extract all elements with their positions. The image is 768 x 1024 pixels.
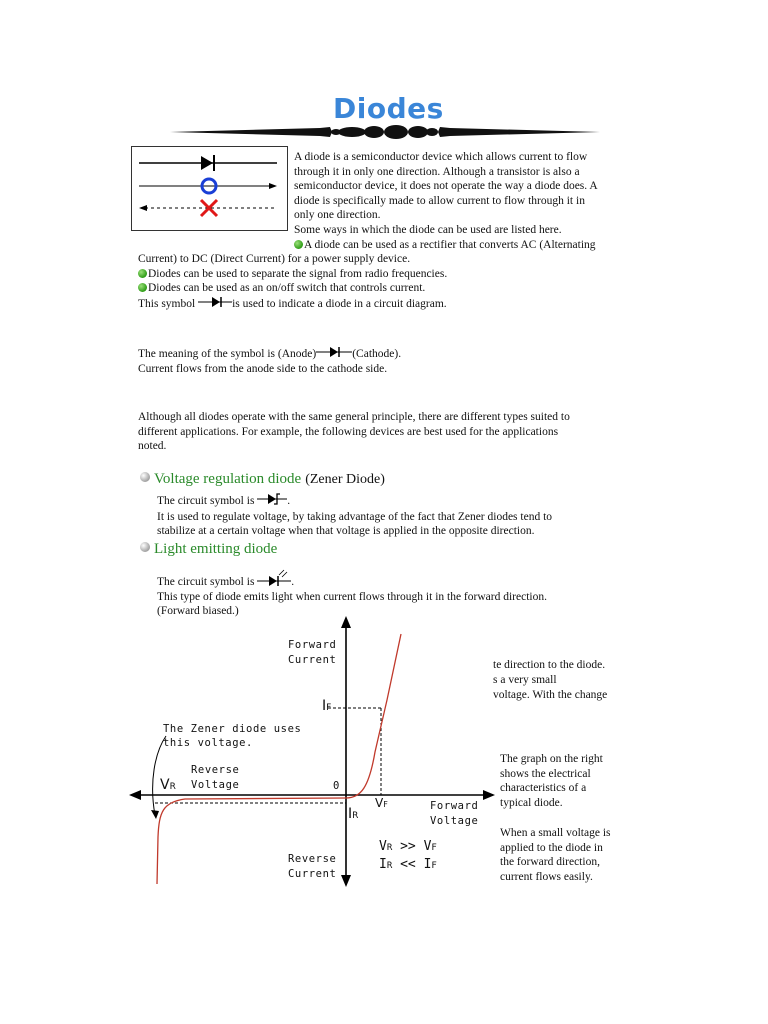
page-title: Diodes: [333, 92, 444, 125]
types-intro-line: different applications. For example, the following devices are best used for the applications: [138, 425, 559, 438]
green-bullet-icon: [294, 240, 303, 249]
small-voltage-line: When a small voltage is: [500, 827, 611, 839]
forward-voltage-label: [430, 800, 478, 827]
zener-symbol-period: .: [287, 495, 291, 507]
intro-paragraph: [294, 150, 598, 252]
forward-current-label: [288, 639, 336, 666]
graph-description: [500, 752, 603, 810]
zener-heading-paren: (Zener Diode): [305, 472, 385, 487]
if-subscript: F: [326, 703, 332, 713]
small-voltage-line: the forward direction,: [500, 856, 600, 869]
symbol-sentence-end: is used to indicate a diode in a circuit diagram.: [232, 297, 447, 310]
symbol-meaning: [138, 346, 401, 376]
zener-heading: [140, 470, 385, 488]
rel-operator: >>: [392, 839, 424, 854]
intro-line: Some ways in which the diode can be used are listed here.: [294, 223, 562, 236]
vr-letter: V: [160, 777, 170, 793]
reverse-voltage-line: Voltage: [191, 779, 240, 791]
reverse-voltage-line: Reverse: [191, 764, 240, 776]
symbol-sentence-start: This symbol: [138, 297, 196, 310]
zener-note-line: this voltage.: [163, 737, 253, 749]
ir-letter: I: [348, 806, 353, 822]
reverse-current-line: Current: [288, 868, 337, 880]
rel-symbol: I: [423, 857, 432, 872]
intro-line: through it in only one direction. Although a transistor is also a: [294, 165, 580, 178]
forward-voltage-line: Voltage: [430, 815, 479, 827]
graph-desc-line: characteristics of a: [500, 782, 587, 795]
diode-symbol-icon: [316, 346, 352, 358]
rel-operator: <<: [392, 857, 424, 872]
zener-heading-text: Voltage regulation diode: [154, 471, 302, 487]
small-voltage-line: applied to the diode in: [500, 841, 603, 854]
ir-label: [348, 806, 358, 822]
rel-sub: F: [431, 843, 437, 853]
if-label: [322, 698, 331, 714]
title-ornament: [170, 122, 600, 142]
rel-symbol: V: [379, 839, 387, 854]
bullet-icon: [140, 472, 150, 482]
types-intro-line: noted.: [138, 440, 167, 453]
forward-voltage-line: Forward: [430, 800, 479, 812]
forward-current-line: Current: [288, 654, 337, 666]
origin-label: 0: [333, 780, 340, 792]
clipped-line: voltage. With the change: [493, 689, 608, 702]
reverse-current-line: Reverse: [288, 853, 337, 865]
meaning-anode: The meaning of the symbol is (Anode): [138, 348, 317, 360]
x-axis-left-arrow: [129, 790, 141, 800]
diode-symbol-icon: [198, 296, 232, 308]
zener-desc: It is used to regulate voltage, by taking advantage of the fact that Zener diodes tend to: [157, 510, 553, 523]
relation-ir-if: [379, 857, 437, 872]
if-letter: I: [322, 698, 327, 714]
graph-desc-line: typical diode.: [500, 796, 563, 809]
intro-line: only one direction.: [294, 209, 381, 222]
zener-desc: stabilize at a certain voltage when that voltage is applied in the opposite direction.: [157, 525, 535, 538]
led-heading-text: Light emitting diode: [154, 541, 278, 557]
use-rectifier: A diode can be used as a rectifier that converts AC (Alternating: [304, 238, 596, 251]
ir-subscript: R: [352, 811, 359, 821]
use-signal-separation: Diodes can be used to separate the signal from radio frequencies.: [148, 267, 448, 280]
diode-behavior-illustration: [131, 146, 288, 231]
zener-diode-symbol-icon: [257, 493, 287, 505]
vf-letter: V: [375, 796, 384, 810]
types-intro-line: Although all diodes operate with the same general principle, there are different types suited to: [138, 411, 570, 423]
clipped-line: s a very small: [493, 673, 557, 686]
rel-sub: R: [386, 843, 393, 853]
types-intro: [138, 410, 570, 454]
vr-label: [160, 777, 176, 793]
vf-subscript: F: [383, 800, 388, 809]
characteristic-curve: [157, 634, 401, 884]
intro-line: semiconductor device, it does not operate the way a diode does. A: [294, 180, 598, 193]
green-bullet-icon: [138, 269, 147, 278]
clipped-text: [493, 658, 607, 703]
graph-desc-line: The graph on the right: [500, 753, 603, 765]
rel-symbol: V: [423, 839, 432, 854]
use-switch: Diodes can be used as an on/off switch that controls current.: [148, 282, 426, 295]
led-desc: This type of diode emits light when current flows through it in the forward direction.: [157, 590, 547, 603]
graph-desc-line: shows the electrical: [500, 767, 591, 780]
forward-current-line: Forward: [288, 639, 337, 651]
small-voltage-line: current flows easily.: [500, 870, 593, 883]
led-symbol-label: The circuit symbol is: [157, 576, 255, 588]
green-bullet-icon: [138, 283, 147, 292]
small-voltage-note: [500, 826, 611, 884]
bullet-icon: [140, 542, 150, 552]
zener-pointer-arrow: [151, 810, 159, 819]
x-axis-right-arrow: [483, 790, 495, 800]
uses-list: [138, 252, 447, 311]
vr-subscript: R: [169, 782, 176, 792]
rel-symbol: I: [379, 857, 387, 872]
clipped-line: te direction to the diode.: [493, 659, 606, 671]
rel-sub: R: [386, 861, 393, 871]
led-heading: [140, 540, 277, 558]
intro-line: A diode is a semiconductor device which allows current to flow: [294, 151, 588, 163]
led-desc: (Forward biased.): [157, 605, 239, 618]
reverse-voltage-label: [191, 764, 239, 791]
reverse-current-label: [288, 853, 336, 880]
y-axis-top-arrow: [341, 616, 351, 628]
use-rectifier-cont: Current) to DC (Direct Current) for a power supply device.: [138, 253, 411, 265]
rel-sub: F: [431, 861, 437, 871]
y-axis-bottom-arrow: [341, 875, 351, 887]
vf-label: [375, 796, 388, 810]
led-symbol-period: .: [291, 576, 295, 588]
zener-body: [157, 493, 552, 539]
meaning-cathode: (Cathode).: [352, 348, 402, 360]
meaning-flow: Current flows from the anode side to the cathode side.: [138, 362, 388, 375]
zener-note-line: The Zener diode uses: [163, 723, 302, 735]
zener-note: [163, 723, 301, 749]
relation-vr-vf: [379, 839, 437, 854]
zener-symbol-label: The circuit symbol is: [157, 495, 255, 507]
led-symbol-icon: [257, 569, 291, 587]
intro-line: diode is specifically made to allow current to flow through it in: [294, 194, 585, 207]
